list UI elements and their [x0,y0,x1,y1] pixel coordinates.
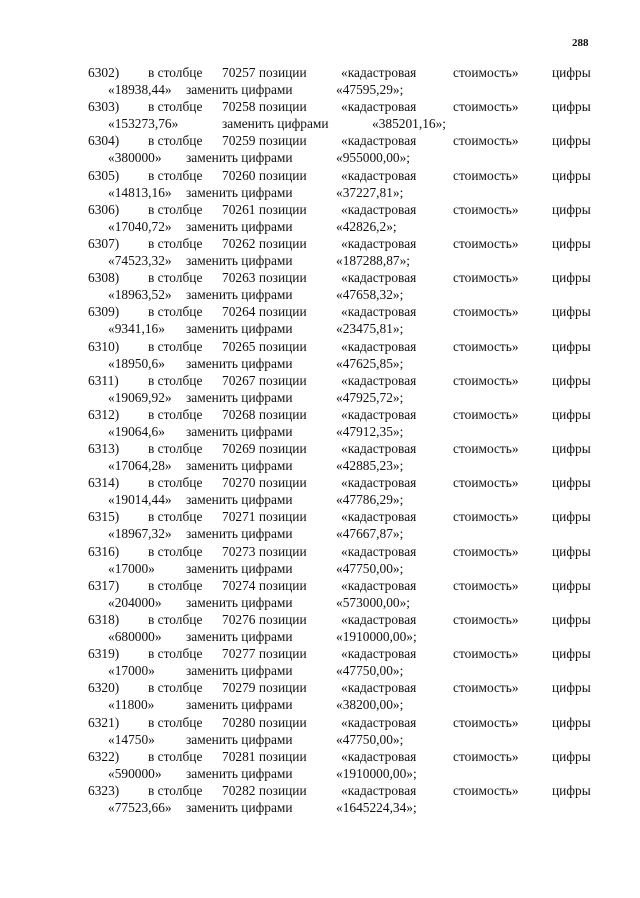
entry-replace-text: заменить цифрами [186,663,293,679]
entry-word: «кадастровая [341,509,417,525]
entry-word: «кадастровая [341,235,417,251]
list-item [0,235,640,269]
entry-cost: стоимость» [453,133,519,149]
entry-number: 6321) [88,714,120,730]
entry-word: «кадастровая [341,167,417,183]
entry-new-value: «38200,00»; [336,697,404,713]
entry-digits: цифры [552,441,591,457]
entry-number: 6306) [88,201,120,217]
entry-word: «кадастровая [341,680,417,696]
entry-prefix: в столбце [148,509,203,525]
entry-cost: стоимость» [453,509,519,525]
list-item [0,748,640,782]
list-item [0,132,640,166]
entry-cost: стоимость» [453,304,519,320]
entry-word: «кадастровая [341,201,417,217]
entry-word: «кадастровая [341,543,417,559]
entry-column: 70258 позиции [222,99,307,115]
entry-digits: цифры [552,475,591,491]
list-item [0,372,640,406]
entry-number: 6323) [88,782,120,798]
list-item [0,269,640,303]
entry-number: 6314) [88,475,120,491]
list-item [0,543,640,577]
entry-digits: цифры [552,270,591,286]
entry-column: 70276 позиции [222,612,307,627]
entry-cost: стоимость» [453,201,519,217]
entry-old-value: «19064,6» [108,423,165,439]
list-item [0,167,640,201]
entry-digits: цифры [552,372,591,388]
entry-replace-text: заменить цифрами [186,321,293,337]
entry-digits: цифры [552,543,591,559]
entry-cost: стоимость» [453,782,519,798]
entry-number: 6310) [88,338,120,354]
entry-cost: стоимость» [453,748,519,764]
entry-prefix: в столбце [148,782,203,798]
entry-number: 6318) [88,612,120,627]
entry-old-value: «17000» [108,663,155,679]
entry-digits: цифры [552,680,591,696]
entry-prefix: в столбце [148,99,203,115]
entry-prefix: в столбце [148,270,203,286]
entry-word: «кадастровая [341,577,417,593]
entry-prefix: в столбце [148,133,203,149]
entry-column: 70279 позиции [222,680,307,696]
entry-column: 70259 позиции [222,133,307,149]
entry-cost: стоимость» [453,441,519,457]
entry-replace-text: заменить цифрами [186,252,293,268]
entry-column: 70273 позиции [222,543,307,559]
list-item [0,645,640,679]
entry-old-value: «19069,92» [108,389,172,405]
entry-new-value: «47667,87»; [336,526,404,542]
entry-cost: стоимость» [453,167,519,183]
entry-replace-text: заменить цифрами [186,629,293,644]
entry-column: 70267 позиции [222,372,307,388]
entry-new-value: «47925,72»; [336,389,404,405]
entry-cost: стоимость» [453,406,519,422]
entry-column: 70281 позиции [222,748,307,764]
entry-replace-text: заменить цифрами [222,116,329,132]
entry-digits: цифры [552,577,591,593]
entry-replace-text: заменить цифрами [186,526,293,542]
list-item [0,64,640,98]
entry-replace-text: заменить цифрами [186,560,293,576]
entry-cost: стоимость» [453,612,519,627]
entry-number: 6313) [88,441,120,457]
entry-replace-text: заменить цифрами [186,697,293,713]
entry-new-value: «187288,87»; [336,252,411,268]
entry-column: 70263 позиции [222,270,307,286]
entry-prefix: в столбце [148,475,203,491]
entry-replace-text: заменить цифрами [186,492,293,508]
entry-number: 6307) [88,235,120,251]
entry-column: 70262 позиции [222,235,307,251]
entry-number: 6309) [88,304,120,320]
entry-old-value: «380000» [108,150,162,166]
entry-old-value: «14813,16» [108,184,172,200]
entry-cost: стоимость» [453,235,519,251]
entry-old-value: «153273,76» [108,116,179,132]
entry-column: 70268 позиции [222,406,307,422]
entry-cost: стоимость» [453,338,519,354]
entry-column: 70264 позиции [222,304,307,320]
entry-prefix: в столбце [148,338,203,354]
entry-old-value: «18963,52» [108,287,172,303]
entry-new-value: «1645224,34»; [336,799,417,815]
entry-cost: стоимость» [453,99,519,115]
entry-digits: цифры [552,235,591,251]
entry-prefix: в столбце [148,406,203,422]
entry-column: 70269 позиции [222,441,307,457]
entry-column: 70265 позиции [222,338,307,354]
entry-prefix: в столбце [148,646,203,662]
list-item [0,782,640,816]
amendment-list [0,64,640,816]
entry-prefix: в столбце [148,612,203,627]
list-item [0,201,640,235]
entry-number: 6312) [88,406,120,422]
entry-number: 6308) [88,270,120,286]
entry-word: «кадастровая [341,270,417,286]
entry-word: «кадастровая [341,646,417,662]
entry-column: 70271 позиции [222,509,307,525]
list-item [0,714,640,748]
entry-old-value: «204000» [108,594,162,610]
entry-digits: цифры [552,509,591,525]
entry-new-value: «47625,85»; [336,355,404,371]
entry-prefix: в столбце [148,577,203,593]
entry-digits: цифры [552,782,591,798]
entry-old-value: «18967,32» [108,526,172,542]
entry-prefix: в столбце [148,372,203,388]
entry-replace-text: заменить цифрами [186,458,293,474]
entry-cost: стоимость» [453,714,519,730]
entry-column: 70280 позиции [222,714,307,730]
list-item [0,406,640,440]
entry-prefix: в столбце [148,167,203,183]
entry-replace-text: заменить цифрами [186,355,293,371]
entry-old-value: «680000» [108,629,162,644]
entry-replace-text: заменить цифрами [186,765,293,781]
entry-number: 6302) [88,65,120,80]
entry-replace-text: заменить цифрами [186,184,293,200]
entry-word: «кадастровая [341,372,417,388]
entry-old-value: «14750» [108,731,155,747]
entry-number: 6303) [88,99,120,115]
entry-old-value: «17040,72» [108,218,172,234]
entry-cost: стоимость» [453,65,519,80]
entry-old-value: «11800» [108,697,155,713]
entry-replace-text: заменить цифрами [186,218,293,234]
entry-word: «кадастровая [341,612,417,627]
entry-cost: стоимость» [453,577,519,593]
entry-column: 70261 позиции [222,201,307,217]
entry-new-value: «47595,29»; [336,82,404,97]
page-number: 288 [572,37,589,49]
entry-new-value: «955000,00»; [336,150,411,166]
entry-prefix: в столбце [148,201,203,217]
entry-new-value: «573000,00»; [336,594,411,610]
entry-word: «кадастровая [341,338,417,354]
entry-prefix: в столбце [148,304,203,320]
entry-number: 6322) [88,748,120,764]
entry-digits: цифры [552,304,591,320]
entry-prefix: в столбце [148,543,203,559]
entry-word: «кадастровая [341,99,417,115]
entry-word: «кадастровая [341,475,417,491]
entry-new-value: «1910000,00»; [336,629,417,644]
entry-word: «кадастровая [341,406,417,422]
entry-prefix: в столбце [148,680,203,696]
entry-old-value: «17064,28» [108,458,172,474]
entry-replace-text: заменить цифрами [186,82,293,97]
entry-new-value: «42885,23»; [336,458,404,474]
entry-old-value: «77523,66» [108,799,172,815]
entry-replace-text: заменить цифрами [186,287,293,303]
entry-prefix: в столбце [148,441,203,457]
entry-digits: цифры [552,338,591,354]
list-item [0,303,640,337]
entry-column: 70274 позиции [222,577,307,593]
entry-old-value: «9341,16» [108,321,165,337]
entry-column: 70260 позиции [222,167,307,183]
entry-digits: цифры [552,65,591,80]
entry-new-value: «47912,35»; [336,423,404,439]
entry-number: 6315) [88,509,120,525]
entry-prefix: в столбце [148,235,203,251]
entry-replace-text: заменить цифрами [186,389,293,405]
entry-column: 70277 позиции [222,646,307,662]
list-item [0,611,640,645]
entry-cost: стоимость» [453,646,519,662]
entry-new-value: «47658,32»; [336,287,404,303]
entry-column: 70257 позиции [222,65,307,80]
entry-new-value: «1910000,00»; [336,765,417,781]
entry-replace-text: заменить цифрами [186,731,293,747]
entry-replace-text: заменить цифрами [186,799,293,815]
entry-new-value: «47750,00»; [336,560,404,576]
entry-digits: цифры [552,133,591,149]
entry-new-value: «385201,16»; [372,116,447,132]
entry-number: 6311) [88,372,119,388]
entry-old-value: «19014,44» [108,492,172,508]
entry-cost: стоимость» [453,475,519,491]
entry-number: 6317) [88,577,120,593]
entry-number: 6316) [88,543,120,559]
entry-digits: цифры [552,406,591,422]
entry-word: «кадастровая [341,441,417,457]
entry-digits: цифры [552,167,591,183]
list-item [0,679,640,713]
entry-old-value: «590000» [108,765,162,781]
entry-digits: цифры [552,714,591,730]
entry-replace-text: заменить цифрами [186,423,293,439]
entry-replace-text: заменить цифрами [186,594,293,610]
entry-number: 6305) [88,167,120,183]
entry-old-value: «18950,6» [108,355,165,371]
entry-cost: стоимость» [453,680,519,696]
entry-column: 70282 позиции [222,782,307,798]
entry-number: 6304) [88,133,120,149]
list-item [0,98,640,132]
entry-prefix: в столбце [148,65,203,80]
entry-prefix: в столбце [148,748,203,764]
entry-digits: цифры [552,99,591,115]
entry-old-value: «18938,44» [108,82,172,97]
entry-cost: стоимость» [453,270,519,286]
entry-digits: цифры [552,201,591,217]
entry-word: «кадастровая [341,782,417,798]
entry-new-value: «37227,81»; [336,184,404,200]
entry-word: «кадастровая [341,714,417,730]
entry-digits: цифры [552,748,591,764]
list-item [0,577,640,611]
list-item [0,440,640,474]
entry-number: 6320) [88,680,120,696]
entry-digits: цифры [552,612,591,627]
entry-replace-text: заменить цифрами [186,150,293,166]
list-item [0,474,640,508]
entry-word: «кадастровая [341,304,417,320]
entry-old-value: «17000» [108,560,155,576]
entry-cost: стоимость» [453,543,519,559]
entry-old-value: «74523,32» [108,252,172,268]
entry-word: «кадастровая [341,65,417,80]
entry-cost: стоимость» [453,372,519,388]
entry-new-value: «47750,00»; [336,663,404,679]
entry-word: «кадастровая [341,748,417,764]
entry-digits: цифры [552,646,591,662]
entry-prefix: в столбце [148,714,203,730]
entry-word: «кадастровая [341,133,417,149]
entry-new-value: «42826,2»; [336,218,397,234]
entry-new-value: «47750,00»; [336,731,404,747]
entry-new-value: «23475,81»; [336,321,404,337]
entry-number: 6319) [88,646,120,662]
list-item [0,508,640,542]
list-item [0,338,640,372]
entry-new-value: «47786,29»; [336,492,404,508]
entry-column: 70270 позиции [222,475,307,491]
